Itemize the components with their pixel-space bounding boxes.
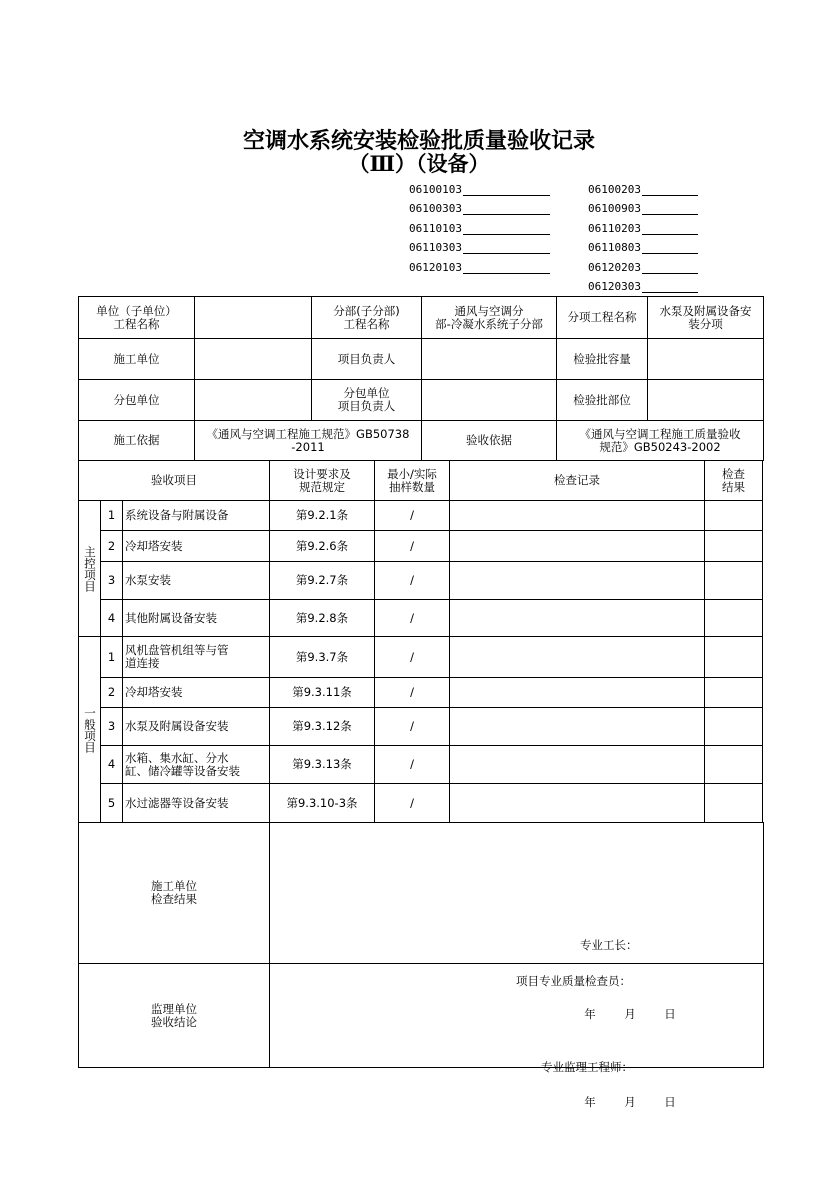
document-title: 空调水系统安装检验批质量验收记录 xyxy=(242,128,595,154)
item-spec: 第9.3.13条 xyxy=(270,746,375,784)
month-label: 月 xyxy=(624,1094,636,1109)
batch-code-blank[interactable] xyxy=(463,202,550,215)
subcontractor-label: 分包单位 xyxy=(79,380,195,421)
row-number: 3 xyxy=(101,562,123,600)
batch-code: 06110303 xyxy=(409,241,462,254)
subcontractor-pm-label: 分包单位 项目负责人 xyxy=(312,380,422,421)
row-number: 3 xyxy=(101,708,123,746)
table-row xyxy=(79,678,763,708)
year-label: 年 xyxy=(584,1094,596,1109)
item-sample[interactable]: / xyxy=(375,501,450,531)
item-record[interactable] xyxy=(450,708,705,746)
item-name: 水泵及附属设备安装 xyxy=(123,708,270,746)
item-name: 冷却塔安装 xyxy=(123,678,270,708)
project-manager-label: 项目负责人 xyxy=(312,339,422,380)
project-manager-value[interactable] xyxy=(422,339,557,380)
batch-code: 06120203 xyxy=(588,260,641,274)
day-label: 日 xyxy=(664,1007,676,1021)
item-spec: 第9.3.11条 xyxy=(270,678,375,708)
table-row xyxy=(79,600,763,637)
month-label: 月 xyxy=(624,1007,636,1021)
main-control-group-label: 主控项目 xyxy=(79,501,101,637)
row-number: 4 xyxy=(101,746,123,784)
header-sample: 最小/实际 抽样数量 xyxy=(375,461,450,501)
batch-code-row xyxy=(409,254,550,274)
item-sample[interactable]: / xyxy=(375,708,450,746)
item-result[interactable] xyxy=(705,746,763,784)
constructor-result-label: 施工单位 检查结果 xyxy=(79,823,270,964)
general-group-label: 一般项目 xyxy=(79,637,101,823)
qc-inspector-label: 项目专业质量检查员： xyxy=(516,974,631,988)
item-name: 风机盘管机组等与管 道连接 xyxy=(123,637,270,678)
batch-code-row xyxy=(588,176,698,196)
row-number: 4 xyxy=(101,600,123,637)
table-header-row xyxy=(79,461,763,501)
header-spec: 设计要求及 规范规定 xyxy=(270,461,375,501)
batch-code-blank[interactable] xyxy=(463,261,550,274)
batch-code-blank[interactable] xyxy=(642,280,698,293)
batch-code-row xyxy=(409,215,550,235)
year-label: 年 xyxy=(584,1007,596,1021)
batch-code-blank[interactable] xyxy=(463,241,550,254)
unit-name-label: 单位（子单位） 工程名称 xyxy=(79,297,195,339)
batch-code: 06100203 xyxy=(588,182,641,196)
batch-code-blank[interactable] xyxy=(463,222,550,235)
subcontractor-value[interactable] xyxy=(195,380,312,421)
batch-part-label: 检验批部位 xyxy=(557,380,648,421)
batch-code: 06100303 xyxy=(409,202,462,215)
project-info-table xyxy=(78,296,764,461)
item-record[interactable] xyxy=(450,531,705,562)
construction-basis-value[interactable]: 《通风与空调工程施工规范》GB50738 -2011 xyxy=(195,421,422,461)
batch-code-blank[interactable] xyxy=(642,241,698,254)
item-spec: 第9.3.10-3条 xyxy=(270,784,375,823)
batch-code: 06120103 xyxy=(409,260,462,274)
item-sample[interactable]: / xyxy=(375,637,450,678)
batch-code-row xyxy=(409,196,550,216)
constructor-value[interactable] xyxy=(195,339,312,380)
item-record[interactable] xyxy=(450,746,705,784)
batch-capacity-label: 检验批容量 xyxy=(557,339,648,380)
batch-capacity-value[interactable] xyxy=(648,339,764,380)
table-row xyxy=(79,784,763,823)
row-number: 1 xyxy=(101,637,123,678)
table-row xyxy=(79,746,763,784)
batch-code-blank[interactable] xyxy=(642,202,698,215)
batch-code-blank[interactable] xyxy=(463,183,550,196)
supervisor-conclusion-label: 监理单位 验收结论 xyxy=(79,964,270,1068)
subitem-name-value[interactable]: 水泵及附属设备安 装分项 xyxy=(648,297,764,339)
item-name: 其他附属设备安装 xyxy=(123,600,270,637)
header-record: 检查记录 xyxy=(450,461,705,501)
batch-code: 06110103 xyxy=(409,221,462,235)
subcontractor-pm-value[interactable] xyxy=(422,380,557,421)
item-sample[interactable]: / xyxy=(375,746,450,784)
item-sample[interactable]: / xyxy=(375,784,450,823)
table-row xyxy=(79,708,763,746)
supervising-engineer-label: 专业监理工程师： xyxy=(541,1059,633,1074)
batch-code-list-left xyxy=(409,176,550,274)
item-result[interactable] xyxy=(705,600,763,637)
item-record[interactable] xyxy=(450,637,705,678)
item-record[interactable] xyxy=(450,562,705,600)
item-result[interactable] xyxy=(705,784,763,823)
item-result[interactable] xyxy=(705,637,763,678)
item-sample[interactable]: / xyxy=(375,562,450,600)
item-spec: 第9.2.8条 xyxy=(270,600,375,637)
header-result: 检查 结果 xyxy=(705,461,763,501)
batch-code-blank[interactable] xyxy=(642,183,698,196)
batch-part-value[interactable] xyxy=(648,380,764,421)
item-sample[interactable]: / xyxy=(375,600,450,637)
constructor-result-area[interactable] xyxy=(270,823,764,1021)
acceptance-basis-value[interactable]: 《通风与空调工程施工质量验收 规范》GB50243-2002 xyxy=(557,421,764,461)
item-record[interactable] xyxy=(450,501,705,531)
unit-name-value[interactable] xyxy=(195,297,312,339)
signoff-table xyxy=(78,822,764,1109)
batch-code: 06110203 xyxy=(588,221,641,235)
division-name-value[interactable]: 通风与空调分 部-冷凝水系统子分部 xyxy=(422,297,557,339)
item-name: 系统设备与附属设备 xyxy=(123,501,270,531)
batch-code-row xyxy=(588,254,698,274)
batch-code: 06100103 xyxy=(409,182,462,196)
item-spec: 第9.3.12条 xyxy=(270,708,375,746)
item-spec: 第9.3.7条 xyxy=(270,637,375,678)
item-record[interactable] xyxy=(450,678,705,708)
item-name: 水箱、集水缸、分水 缸、储冷罐等设备安装 xyxy=(123,746,270,784)
item-result[interactable] xyxy=(705,708,763,746)
foreman-label: 专业工长： xyxy=(580,938,638,952)
batch-code-row xyxy=(409,235,550,255)
row-number: 2 xyxy=(101,531,123,562)
acceptance-basis-label: 验收依据 xyxy=(422,421,557,461)
item-name: 水泵安装 xyxy=(123,562,270,600)
item-record[interactable] xyxy=(450,784,705,823)
row-number: 1 xyxy=(101,501,123,531)
item-result[interactable] xyxy=(705,531,763,562)
item-name: 冷却塔安装 xyxy=(123,531,270,562)
item-record[interactable] xyxy=(450,600,705,637)
supervisor-date[interactable] xyxy=(570,1096,690,1109)
construction-basis-label: 施工依据 xyxy=(79,421,195,461)
item-spec: 第9.2.6条 xyxy=(270,531,375,562)
batch-code-row xyxy=(588,196,698,216)
table-row xyxy=(79,562,763,600)
item-result[interactable] xyxy=(705,562,763,600)
subitem-name-label: 分项工程名称 xyxy=(557,297,648,339)
item-sample[interactable]: / xyxy=(375,531,450,562)
batch-code-blank[interactable] xyxy=(642,261,698,274)
item-spec: 第9.2.1条 xyxy=(270,501,375,531)
constructor-label: 施工单位 xyxy=(79,339,195,380)
item-result[interactable] xyxy=(705,501,763,531)
batch-code-row xyxy=(409,176,550,196)
batch-code-row xyxy=(588,235,698,255)
constructor-date[interactable] xyxy=(570,1008,690,1021)
row-number: 5 xyxy=(101,784,123,823)
batch-code-list-right xyxy=(588,176,698,293)
batch-code: 06120303 xyxy=(588,280,641,293)
table-row xyxy=(79,531,763,562)
batch-code-row xyxy=(588,274,698,294)
row-number: 2 xyxy=(101,678,123,708)
batch-code-blank[interactable] xyxy=(642,222,698,235)
item-name: 水过滤器等设备安装 xyxy=(123,784,270,823)
item-spec: 第9.2.7条 xyxy=(270,562,375,600)
item-result[interactable] xyxy=(705,678,763,708)
batch-code: 06110803 xyxy=(588,241,641,254)
day-label: 日 xyxy=(664,1094,676,1109)
division-name-label: 分部(子分部) 工程名称 xyxy=(312,297,422,339)
inspection-items-table xyxy=(78,460,763,823)
table-row xyxy=(79,637,763,678)
header-item: 验收项目 xyxy=(79,461,270,501)
batch-code-row xyxy=(588,215,698,235)
item-sample[interactable]: / xyxy=(375,678,450,708)
batch-code: 06100903 xyxy=(588,202,641,215)
table-row xyxy=(79,501,763,531)
document-subtitle: （Ⅲ）（设备） xyxy=(348,151,490,176)
